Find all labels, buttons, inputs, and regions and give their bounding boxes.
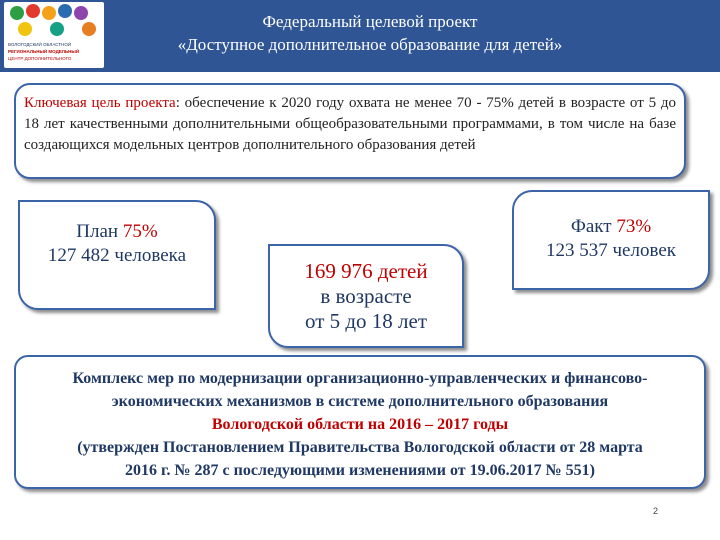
logo-text-line1: ВОЛОГОДСКИЙ ОБЛАСТНОЙ [8, 42, 72, 47]
page-number: 2 [653, 506, 659, 516]
children-count-line1: 169 976 детей [304, 259, 428, 283]
measures-line2: экономических механизмов в системе дополнительного образования [111, 393, 609, 410]
key-goal-box [14, 83, 686, 179]
fact-percent: 73% [616, 216, 652, 237]
children-count-box [268, 244, 464, 348]
key-goal-text [24, 93, 676, 156]
logo-circle-yellow-icon [18, 22, 32, 36]
measures-line4: (утвержден Постановлением Правительства Вологодской области от 28 марта [77, 439, 643, 456]
logo-text-line3: ЦЕНТР ДОПОЛНИТЕЛЬНОГО [8, 56, 72, 61]
measures-text [16, 367, 704, 482]
measures-line3: Вологодской области на 2016 – 2017 годы [211, 416, 509, 433]
children-count-text [270, 259, 462, 334]
logo-circle-amber-icon [82, 22, 96, 36]
plan-label: План [76, 221, 123, 242]
logo-circle-orange-icon [42, 6, 56, 20]
title-line2: «Доступное дополнительное образование для детей» [177, 35, 563, 54]
project-logo [4, 2, 104, 68]
fact-box [512, 190, 710, 290]
logo-circle-red-icon [26, 4, 40, 18]
logo-circle-teal-icon [50, 22, 64, 36]
logo-circle-green-icon [10, 6, 24, 20]
logo-text-line2: РЕГИОНАЛЬНЫЙ МОДЕЛЬНЫЙ [8, 49, 80, 54]
children-count-line2: в возрасте [320, 284, 412, 308]
plan-count: 127 482 человека [47, 245, 187, 266]
logo-circle-blue-icon [58, 4, 72, 18]
fact-count: 123 537 человек [546, 240, 676, 261]
key-goal-description: : обеспечение к 2020 году охвата не менее 70 - 75% детей в возрасте от 5 до 18 лет качественными дополнительными общеобразовательными программами, в том числе на базе создающихся модельных центров дополнительного образования детей [24, 95, 676, 153]
plan-text [20, 220, 214, 268]
header-bar [0, 0, 720, 72]
measures-line5: 2016 г. № 287 с последующими изменениями от 19.06.2017 № 551) [125, 462, 595, 479]
plan-box [18, 200, 216, 310]
title-line1: Федеральный целевой проект [262, 12, 478, 31]
key-goal-label: Ключевая цель проекта [24, 95, 176, 111]
plan-percent: 75% [122, 221, 158, 242]
page-title [110, 10, 630, 56]
children-count-line3: от 5 до 18 лет [304, 309, 428, 333]
fact-label: Факт [570, 216, 617, 237]
measures-line1: Комплекс мер по модернизации организационно-управленческих и финансово- [72, 370, 648, 387]
logo-circle-purple-icon [74, 6, 88, 20]
fact-text [514, 215, 708, 263]
measures-box [14, 355, 706, 489]
